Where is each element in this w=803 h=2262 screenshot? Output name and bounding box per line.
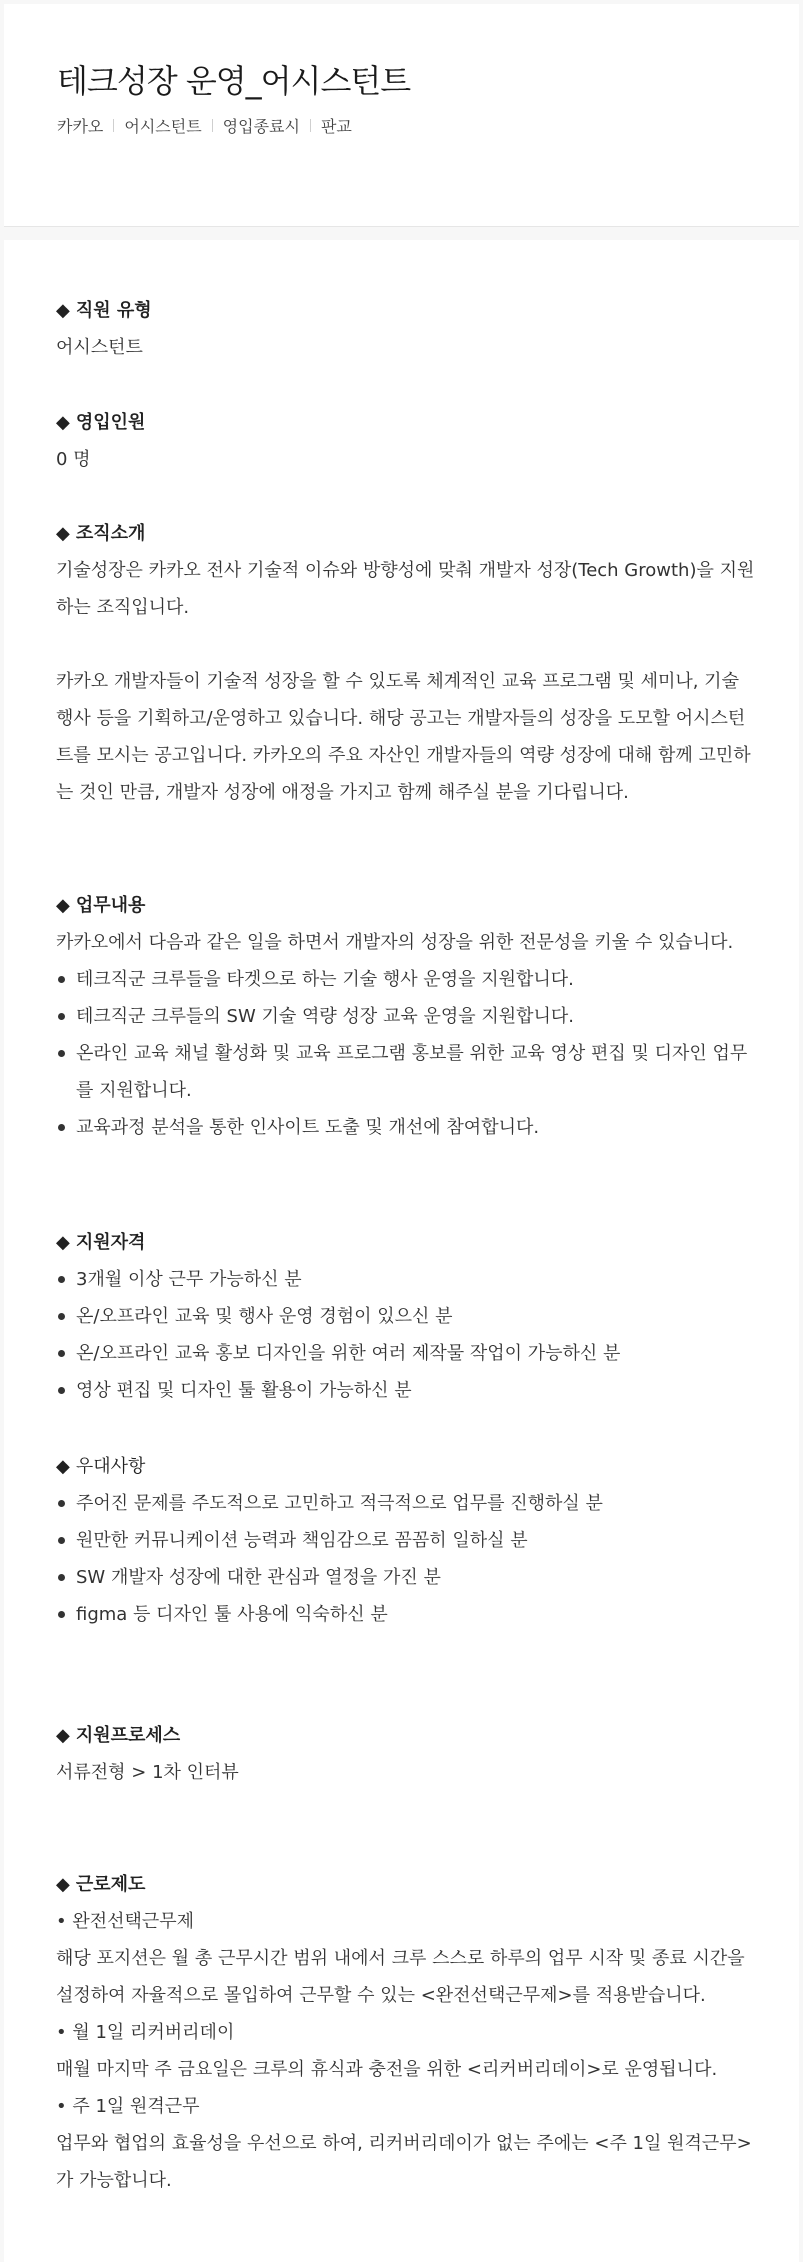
org-intro-para-2: 카카오 개발자들이 기술적 성장을 할 수 있도록 체계적인 교육 프로그램 및 세미나, 기술 행사 등을 기획하고/운영하고 있습니다. 해당 공고는 개발자들의 성장을 도모할 어시스턴트를 모시는 공고입니다. 카카오의 주요 자산인 개발자들의 역량 성장에 대해 함께 고민하는 것인 만큼, 개발자 성장에 애정을 가지고 함께 해주실 분을 기다립니다. bbox=[56, 671, 751, 803]
list-item: 교육과정 분석을 통한 인사이트 도출 및 개선에 참여합니다. bbox=[56, 1109, 756, 1146]
section-title-text: 우대사항 bbox=[75, 1456, 146, 1477]
section-title-text: 조직소개 bbox=[75, 523, 146, 544]
list-item: 원만한 커뮤니케이션 능력과 책임감으로 꼼꼼히 일하실 분 bbox=[56, 1522, 756, 1559]
section-title bbox=[56, 292, 756, 329]
list-item: 온/오프라인 교육 및 행사 운영 경험이 있으신 분 bbox=[56, 1298, 756, 1335]
meta-divider bbox=[212, 119, 213, 132]
section-title bbox=[56, 404, 756, 441]
meta-location: 판교 bbox=[320, 117, 352, 136]
duties-list bbox=[56, 961, 756, 1146]
process-value: 서류전형 > 1차 인터뷰 bbox=[56, 1762, 239, 1783]
section-org-intro bbox=[56, 515, 756, 811]
section-title bbox=[56, 1448, 756, 1485]
section-preferred bbox=[56, 1448, 756, 1633]
section-qualifications bbox=[56, 1224, 756, 1409]
section-title-text: 업무내용 bbox=[75, 895, 146, 916]
list-item: 주어진 문제를 주도적으로 고민하고 적극적으로 업무를 진행하실 분 bbox=[56, 1485, 756, 1522]
meta-recruit-status: 영입종료시 bbox=[222, 117, 300, 136]
work-system-item-desc: 매월 마지막 주 금요일은 크루의 휴식과 충전을 위한 <리커버리데이>로 운영됩니다. bbox=[56, 2059, 718, 2080]
meta-divider bbox=[113, 119, 114, 132]
job-header bbox=[4, 4, 799, 227]
section-employee-type bbox=[56, 292, 756, 366]
work-system-item-title: • 주 1일 원격근무 bbox=[56, 2096, 200, 2117]
section-process bbox=[56, 1717, 756, 1791]
list-item: 3개월 이상 근무 가능하신 분 bbox=[56, 1261, 756, 1298]
preferred-list bbox=[56, 1485, 756, 1633]
diamond-icon: ◆ bbox=[56, 1725, 70, 1746]
list-item: 테크직군 크루들의 SW 기술 역량 성장 교육 운영을 지원합니다. bbox=[56, 998, 756, 1035]
diamond-icon: ◆ bbox=[56, 523, 70, 544]
diamond-icon: ◆ bbox=[56, 1232, 70, 1253]
section-title-text: 지원자격 bbox=[75, 1232, 146, 1253]
job-meta bbox=[57, 114, 352, 137]
job-description bbox=[4, 240, 799, 2262]
work-system-item-desc: 업무와 협업의 효율성을 우선으로 하여, 리커버리데이가 없는 주에는 <주 1일 원격근무>가 가능합니다. bbox=[56, 2133, 752, 2191]
work-system-item-title: • 완전선택근무제 bbox=[56, 1911, 195, 1932]
list-item: 온/오프라인 교육 홍보 디자인을 위한 여러 제작물 작업이 가능하신 분 bbox=[56, 1335, 756, 1372]
list-item: 영상 편집 및 디자인 툴 활용이 가능하신 분 bbox=[56, 1372, 756, 1409]
list-item: SW 개발자 성장에 대한 관심과 열정을 가진 분 bbox=[56, 1559, 756, 1596]
qualifications-list bbox=[56, 1261, 756, 1409]
list-item: figma 등 디자인 툴 사용에 익숙하신 분 bbox=[56, 1596, 756, 1633]
diamond-icon: ◆ bbox=[56, 1456, 70, 1477]
section-headcount bbox=[56, 404, 756, 478]
section-work-system bbox=[56, 1866, 756, 2199]
section-title bbox=[56, 1866, 756, 1903]
employee-type-value: 어시스턴트 bbox=[56, 337, 143, 358]
section-duties bbox=[56, 887, 756, 1146]
work-system-item-desc: 해당 포지션은 월 총 근무시간 범위 내에서 크루 스스로 하루의 업무 시작 및 종료 시간을 설정하여 자율적으로 몰입하여 근무할 수 있는 <완전선택근무제>를 적용받습니다. bbox=[56, 1948, 745, 2006]
headcount-value: 0 명 bbox=[56, 449, 91, 470]
list-item: 온라인 교육 채널 활성화 및 교육 프로그램 홍보를 위한 교육 영상 편집 및 디자인 업무를 지원합니다. bbox=[56, 1035, 756, 1109]
duties-intro: 카카오에서 다음과 같은 일을 하면서 개발자의 성장을 위한 전문성을 키울 수 있습니다. bbox=[56, 932, 734, 953]
page-title: 테크성장 운영_어시스턴트 bbox=[57, 62, 411, 100]
list-item: 테크직군 크루들을 타겟으로 하는 기술 행사 운영을 지원합니다. bbox=[56, 961, 756, 998]
section-title-text: 영입인원 bbox=[75, 412, 146, 433]
work-system-item-title: • 월 1일 리커버리데이 bbox=[56, 2022, 235, 2043]
meta-company: 카카오 bbox=[57, 117, 104, 136]
meta-employment-type: 어시스턴트 bbox=[124, 117, 202, 136]
section-title-text: 근로제도 bbox=[75, 1874, 146, 1895]
diamond-icon: ◆ bbox=[56, 300, 70, 321]
org-intro-para-1: 기술성장은 카카오 전사 기술적 이슈와 방향성에 맞춰 개발자 성장(Tech Growth)을 지원하는 조직입니다. bbox=[56, 560, 755, 618]
diamond-icon: ◆ bbox=[56, 895, 70, 916]
section-title bbox=[56, 1224, 756, 1261]
section-title-text: 직원 유형 bbox=[75, 300, 152, 321]
section-title bbox=[56, 515, 756, 552]
diamond-icon: ◆ bbox=[56, 412, 70, 433]
section-title bbox=[56, 887, 756, 924]
section-title bbox=[56, 1717, 756, 1754]
section-title-text: 지원프로세스 bbox=[75, 1725, 181, 1746]
meta-divider bbox=[310, 119, 311, 132]
diamond-icon: ◆ bbox=[56, 1874, 70, 1895]
